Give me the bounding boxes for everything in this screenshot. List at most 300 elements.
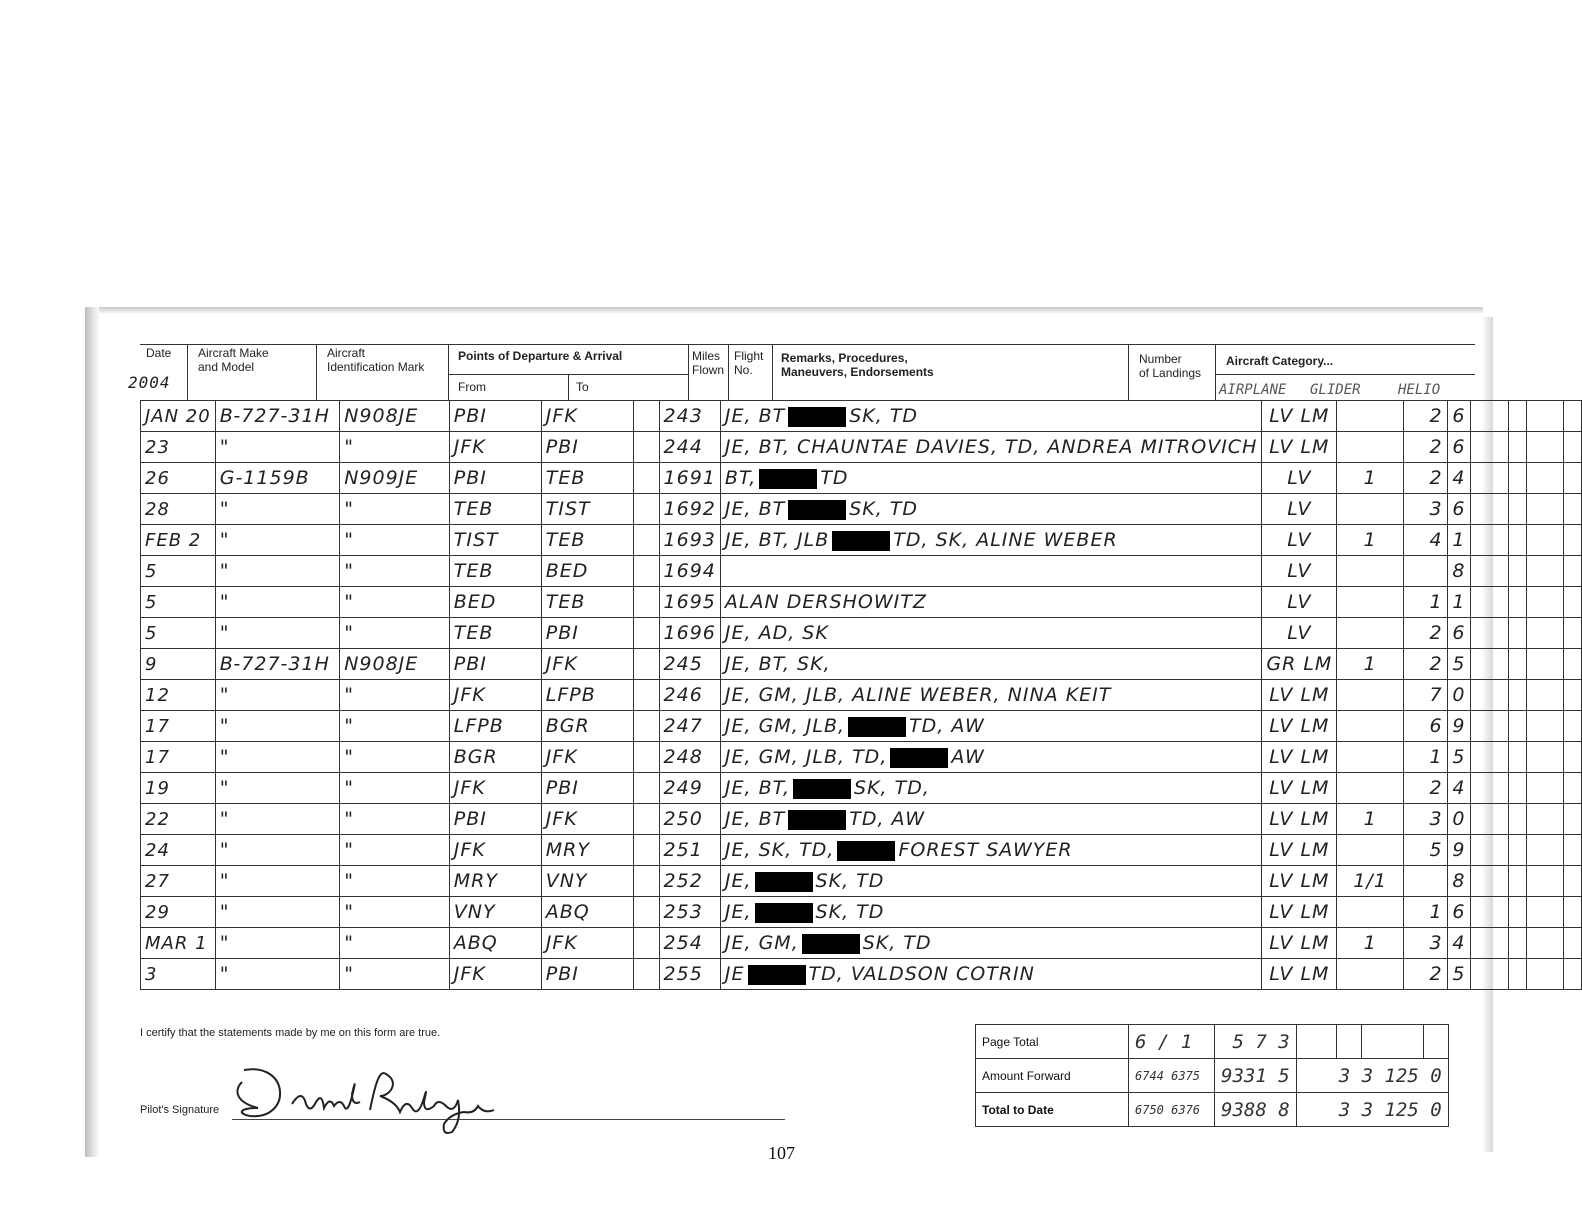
flight-cell: 1696 xyxy=(659,618,720,649)
helio-hours-cell xyxy=(1526,959,1564,990)
flight-cell: 1695 xyxy=(659,587,720,618)
glider-tenths-cell xyxy=(1508,494,1526,525)
from-cell: JFK xyxy=(449,773,541,804)
helio-tenths-cell xyxy=(1564,959,1582,990)
glider-tenths-cell xyxy=(1508,649,1526,680)
remarks-text: JE, BT, JLB xyxy=(724,529,830,551)
helio-hours-cell xyxy=(1526,525,1564,556)
total-to-date-label: Total to Date xyxy=(976,1093,1129,1127)
airplane-hours-cell: 7 xyxy=(1403,680,1447,711)
make-cell: " xyxy=(215,866,339,897)
from-cell: PBI xyxy=(449,463,541,494)
ident-cell: " xyxy=(340,618,450,649)
make-cell: " xyxy=(215,587,339,618)
remarks-text: TD, SK, ALINE WEBER xyxy=(893,529,1118,551)
remarks-text: TD xyxy=(820,467,849,489)
glider-hours-cell xyxy=(1471,618,1509,649)
glider-tenths-cell xyxy=(1508,835,1526,866)
helio-hours-cell xyxy=(1526,804,1564,835)
code-cell: LV LM xyxy=(1262,959,1337,990)
amount-forward-hours: 9331 5 xyxy=(1215,1059,1297,1093)
from-cell: PBI xyxy=(449,804,541,835)
helio-hours-cell xyxy=(1526,773,1564,804)
date-cell: MAR 1 xyxy=(141,928,216,959)
glider-tenths-cell xyxy=(1508,463,1526,494)
helio-tenths-cell xyxy=(1564,804,1582,835)
to-cell: TEB xyxy=(541,463,633,494)
date-cell: 12 xyxy=(141,680,216,711)
make-cell: B-727-31H xyxy=(215,649,339,680)
helio-hours-cell xyxy=(1526,494,1564,525)
helio-tenths-cell xyxy=(1564,432,1582,463)
header-landings: Number of Landings xyxy=(1139,352,1202,380)
remarks-cell xyxy=(720,866,1261,897)
date-cell: 3 xyxy=(141,959,216,990)
airplane-tenths-cell: 6 xyxy=(1447,494,1471,525)
redaction-box xyxy=(755,903,813,923)
helio-hours-cell xyxy=(1526,401,1564,432)
glider-hours-cell xyxy=(1471,649,1509,680)
flight-cell: 253 xyxy=(659,897,720,928)
helio-tenths-cell xyxy=(1564,866,1582,897)
helio-hours-cell xyxy=(1526,742,1564,773)
log-row xyxy=(141,401,1582,432)
glider-tenths-cell xyxy=(1508,618,1526,649)
miles-cell xyxy=(633,835,659,866)
remarks-cell xyxy=(720,556,1261,587)
miles-cell xyxy=(633,928,659,959)
miles-cell xyxy=(633,463,659,494)
total-to-date-other: 3 3 125 0 xyxy=(1296,1093,1448,1127)
to-cell: TEB xyxy=(541,587,633,618)
code-cell: LV LM xyxy=(1262,928,1337,959)
airplane-tenths-cell: 6 xyxy=(1447,618,1471,649)
date-cell: 5 xyxy=(141,556,216,587)
landings-cell xyxy=(1337,401,1404,432)
empty-cell xyxy=(1361,1025,1423,1059)
log-row xyxy=(141,928,1582,959)
code-cell: LV xyxy=(1262,494,1337,525)
total-to-date-row xyxy=(976,1093,1449,1127)
remarks-text: JE, GM, JLB, ALINE WEBER, NINA KEIT xyxy=(724,684,1112,706)
remarks-cell xyxy=(720,618,1261,649)
flight-cell: 249 xyxy=(659,773,720,804)
redaction-box xyxy=(848,717,906,737)
miles-cell xyxy=(633,742,659,773)
header-cat-glider: GLIDER xyxy=(1310,382,1361,398)
remarks-text: TD, VALDSON COTRIN xyxy=(808,963,1035,985)
remarks-cell xyxy=(720,835,1261,866)
redaction-box xyxy=(802,934,860,954)
remarks-text: JE, AD, SK xyxy=(724,622,829,644)
empty-cell xyxy=(1423,1025,1448,1059)
miles-cell xyxy=(633,432,659,463)
remarks-text: JE, GM, JLB, TD, xyxy=(724,746,888,768)
airplane-hours-cell: 4 xyxy=(1403,525,1447,556)
log-row xyxy=(141,866,1582,897)
date-cell: 29 xyxy=(141,897,216,928)
glider-hours-cell xyxy=(1471,866,1509,897)
landings-cell xyxy=(1337,897,1404,928)
header-cat-helio: HELIO xyxy=(1398,382,1441,398)
helio-tenths-cell xyxy=(1564,711,1582,742)
miles-cell xyxy=(633,587,659,618)
helio-hours-cell xyxy=(1526,897,1564,928)
header-miles: Miles Flown xyxy=(692,349,725,377)
date-cell: 9 xyxy=(141,649,216,680)
ident-cell: " xyxy=(340,835,450,866)
redaction-box xyxy=(890,748,948,768)
remarks-cell xyxy=(720,432,1261,463)
remarks-text: TD, AW xyxy=(849,808,925,830)
miles-cell xyxy=(633,959,659,990)
airplane-hours-cell: 2 xyxy=(1403,959,1447,990)
airplane-hours-cell xyxy=(1403,866,1447,897)
remarks-text: JE, GM, xyxy=(724,932,799,954)
helio-tenths-cell xyxy=(1564,680,1582,711)
flight-cell: 254 xyxy=(659,928,720,959)
miles-cell xyxy=(633,773,659,804)
code-cell: LV xyxy=(1262,525,1337,556)
make-cell: " xyxy=(215,897,339,928)
from-cell: TEB xyxy=(449,618,541,649)
signature-label: Pilot's Signature xyxy=(140,1104,220,1116)
glider-hours-cell xyxy=(1471,835,1509,866)
log-row xyxy=(141,556,1582,587)
log-row xyxy=(141,711,1582,742)
make-cell: " xyxy=(215,742,339,773)
airplane-tenths-cell: 9 xyxy=(1447,711,1471,742)
make-cell: " xyxy=(215,959,339,990)
glider-tenths-cell xyxy=(1508,928,1526,959)
log-row xyxy=(141,463,1582,494)
page-total-row xyxy=(976,1025,1449,1059)
helio-hours-cell xyxy=(1526,432,1564,463)
landings-cell xyxy=(1337,680,1404,711)
to-cell: PBI xyxy=(541,432,633,463)
ident-cell: " xyxy=(340,866,450,897)
log-row xyxy=(141,742,1582,773)
glider-tenths-cell xyxy=(1508,866,1526,897)
remarks-text: JE, BT, xyxy=(724,777,791,799)
flight-cell: 1692 xyxy=(659,494,720,525)
flight-cell: 252 xyxy=(659,866,720,897)
date-cell: 23 xyxy=(141,432,216,463)
airplane-hours-cell: 5 xyxy=(1403,835,1447,866)
make-cell: G-1159B xyxy=(215,463,339,494)
date-cell: 17 xyxy=(141,742,216,773)
glider-hours-cell xyxy=(1471,773,1509,804)
glider-hours-cell xyxy=(1471,494,1509,525)
remarks-cell xyxy=(720,587,1261,618)
from-cell: PBI xyxy=(449,649,541,680)
log-row xyxy=(141,773,1582,804)
landings-cell: 1 xyxy=(1337,928,1404,959)
header-top-rule xyxy=(140,344,1475,345)
make-cell: " xyxy=(215,618,339,649)
date-cell: 19 xyxy=(141,773,216,804)
glider-hours-cell xyxy=(1471,742,1509,773)
airplane-hours-cell: 1 xyxy=(1403,587,1447,618)
remarks-text: SK, TD xyxy=(862,932,932,954)
airplane-tenths-cell: 4 xyxy=(1447,928,1471,959)
code-cell: LV LM xyxy=(1262,773,1337,804)
remarks-text: BT, xyxy=(724,467,757,489)
code-cell: LV LM xyxy=(1262,432,1337,463)
ident-cell: " xyxy=(340,432,450,463)
ident-cell: " xyxy=(340,959,450,990)
miles-cell xyxy=(633,618,659,649)
header-points: Points of Departure & Arrival xyxy=(458,349,623,363)
header-cat-airplane: AIRPLANE xyxy=(1219,382,1287,398)
to-cell: BED xyxy=(541,556,633,587)
date-cell: FEB 2 xyxy=(141,525,216,556)
helio-hours-cell xyxy=(1526,649,1564,680)
make-cell: B-727-31H xyxy=(215,401,339,432)
log-row xyxy=(141,525,1582,556)
date-cell: 22 xyxy=(141,804,216,835)
log-row xyxy=(141,680,1582,711)
from-cell: LFPB xyxy=(449,711,541,742)
glider-tenths-cell xyxy=(1508,711,1526,742)
header-flight: Flight No. xyxy=(734,349,764,377)
helio-hours-cell xyxy=(1526,928,1564,959)
to-cell: ABQ xyxy=(541,897,633,928)
amount-forward-landings: 6744 6375 xyxy=(1129,1059,1215,1093)
certify-statement: I certify that the statements made by me on this form are true. xyxy=(140,1027,441,1039)
glider-tenths-cell xyxy=(1508,556,1526,587)
miles-cell xyxy=(633,556,659,587)
helio-hours-cell xyxy=(1526,711,1564,742)
glider-hours-cell xyxy=(1471,463,1509,494)
airplane-tenths-cell: 1 xyxy=(1447,587,1471,618)
airplane-hours-cell: 2 xyxy=(1403,773,1447,804)
helio-hours-cell xyxy=(1526,587,1564,618)
helio-tenths-cell xyxy=(1564,494,1582,525)
header-date: Date xyxy=(146,346,172,360)
to-cell: TEB xyxy=(541,525,633,556)
ident-cell: N908JE xyxy=(340,649,450,680)
helio-tenths-cell xyxy=(1564,773,1582,804)
redaction-box xyxy=(832,531,890,551)
remarks-text: JE, BT xyxy=(724,405,786,427)
from-cell: JFK xyxy=(449,680,541,711)
remarks-cell xyxy=(720,959,1261,990)
empty-cell xyxy=(1336,1025,1361,1059)
make-cell: " xyxy=(215,525,339,556)
glider-hours-cell xyxy=(1471,587,1509,618)
empty-cell xyxy=(1296,1025,1336,1059)
airplane-hours-cell xyxy=(1403,556,1447,587)
log-row xyxy=(141,587,1582,618)
redaction-box xyxy=(837,841,895,861)
airplane-hours-cell: 3 xyxy=(1403,804,1447,835)
remarks-text: JE, BT, SK, xyxy=(724,653,831,675)
redaction-box xyxy=(788,810,846,830)
total-to-date-hours: 9388 8 xyxy=(1215,1093,1297,1127)
from-cell: TEB xyxy=(449,494,541,525)
helio-tenths-cell xyxy=(1564,525,1582,556)
remarks-cell xyxy=(720,773,1261,804)
glider-hours-cell xyxy=(1471,432,1509,463)
landings-cell xyxy=(1337,835,1404,866)
glider-hours-cell xyxy=(1471,928,1509,959)
header-divider xyxy=(568,374,569,400)
remarks-cell xyxy=(720,463,1261,494)
date-cell: 26 xyxy=(141,463,216,494)
code-cell: LV xyxy=(1262,463,1337,494)
code-cell: LV LM xyxy=(1262,680,1337,711)
to-cell: MRY xyxy=(541,835,633,866)
flight-cell: 248 xyxy=(659,742,720,773)
ident-cell: " xyxy=(340,556,450,587)
helio-hours-cell xyxy=(1526,556,1564,587)
from-cell: MRY xyxy=(449,866,541,897)
remarks-text: JE, BT xyxy=(724,498,786,520)
make-cell: " xyxy=(215,494,339,525)
header-divider xyxy=(688,344,689,400)
glider-hours-cell xyxy=(1471,959,1509,990)
header-ident: Aircraft Identification Mark xyxy=(327,346,425,374)
header-divider xyxy=(448,344,449,400)
ident-cell: N908JE xyxy=(340,401,450,432)
redaction-box xyxy=(793,779,851,799)
header-make-model: Aircraft Make and Model xyxy=(198,346,269,374)
flight-cell: 1691 xyxy=(659,463,720,494)
remarks-text: SK, TD, xyxy=(854,777,930,799)
landings-cell: 1 xyxy=(1337,525,1404,556)
date-cell: 24 xyxy=(141,835,216,866)
ident-cell: N909JE xyxy=(340,463,450,494)
helio-tenths-cell xyxy=(1564,835,1582,866)
landings-cell: 1 xyxy=(1337,649,1404,680)
flight-cell: 247 xyxy=(659,711,720,742)
landings-cell: 1 xyxy=(1337,804,1404,835)
to-cell: JFK xyxy=(541,742,633,773)
code-cell: LV xyxy=(1262,587,1337,618)
from-cell: BGR xyxy=(449,742,541,773)
airplane-tenths-cell: 6 xyxy=(1447,897,1471,928)
miles-cell xyxy=(633,897,659,928)
flight-cell: 1693 xyxy=(659,525,720,556)
glider-hours-cell xyxy=(1471,556,1509,587)
header-category: Aircraft Category... xyxy=(1226,354,1334,368)
landings-cell xyxy=(1337,556,1404,587)
glider-tenths-cell xyxy=(1508,773,1526,804)
flight-cell: 246 xyxy=(659,680,720,711)
miles-cell xyxy=(633,525,659,556)
ident-cell: " xyxy=(340,928,450,959)
airplane-tenths-cell: 5 xyxy=(1447,959,1471,990)
scan-edge-top xyxy=(85,307,1483,313)
header-remarks: Remarks, Procedures, Maneuvers, Endorsements xyxy=(781,351,934,379)
helio-hours-cell xyxy=(1526,680,1564,711)
log-row xyxy=(141,897,1582,928)
miles-cell xyxy=(633,680,659,711)
glider-tenths-cell xyxy=(1508,959,1526,990)
from-cell: JFK xyxy=(449,835,541,866)
code-cell: LV LM xyxy=(1262,401,1337,432)
remarks-text: SK, TD xyxy=(849,405,919,427)
airplane-tenths-cell: 8 xyxy=(1447,556,1471,587)
log-row xyxy=(141,432,1582,463)
airplane-hours-cell: 3 xyxy=(1403,494,1447,525)
glider-tenths-cell xyxy=(1508,897,1526,928)
airplane-hours-cell: 2 xyxy=(1403,463,1447,494)
remarks-text: JE, GM, JLB, xyxy=(724,715,846,737)
helio-tenths-cell xyxy=(1564,587,1582,618)
helio-tenths-cell xyxy=(1564,897,1582,928)
airplane-hours-cell: 2 xyxy=(1403,618,1447,649)
page-number: 107 xyxy=(768,1143,795,1163)
from-cell: TEB xyxy=(449,556,541,587)
airplane-tenths-cell: 5 xyxy=(1447,649,1471,680)
glider-tenths-cell xyxy=(1508,804,1526,835)
code-cell: LV LM xyxy=(1262,742,1337,773)
pilot-signature xyxy=(230,1060,530,1140)
remarks-cell xyxy=(720,649,1261,680)
glider-tenths-cell xyxy=(1508,401,1526,432)
airplane-tenths-cell: 5 xyxy=(1447,742,1471,773)
amount-forward-label: Amount Forward xyxy=(976,1059,1129,1093)
flight-cell: 243 xyxy=(659,401,720,432)
remarks-cell xyxy=(720,494,1261,525)
code-cell: LV xyxy=(1262,556,1337,587)
airplane-tenths-cell: 4 xyxy=(1447,463,1471,494)
miles-cell xyxy=(633,711,659,742)
to-cell: PBI xyxy=(541,959,633,990)
remarks-text: JE, SK, TD, xyxy=(724,839,835,861)
helio-hours-cell xyxy=(1526,463,1564,494)
totals-table xyxy=(975,1024,1449,1127)
remarks-text: JE xyxy=(724,963,745,985)
log-row xyxy=(141,959,1582,990)
from-cell: JFK xyxy=(449,959,541,990)
remarks-cell xyxy=(720,680,1261,711)
landings-cell xyxy=(1337,773,1404,804)
ident-cell: " xyxy=(340,773,450,804)
code-cell: LV LM xyxy=(1262,866,1337,897)
glider-tenths-cell xyxy=(1508,680,1526,711)
landings-cell xyxy=(1337,494,1404,525)
airplane-tenths-cell: 8 xyxy=(1447,866,1471,897)
glider-hours-cell xyxy=(1471,401,1509,432)
remarks-text: SK, TD xyxy=(849,498,919,520)
remarks-text: JE, BT, CHAUNTAE DAVIES, TD, ANDREA MITROVICH xyxy=(724,436,1258,458)
landings-cell xyxy=(1337,432,1404,463)
flight-log-table xyxy=(140,400,1582,990)
total-to-date-landings: 6750 6376 xyxy=(1129,1093,1215,1127)
helio-tenths-cell xyxy=(1564,401,1582,432)
log-row xyxy=(141,804,1582,835)
ident-cell: " xyxy=(340,897,450,928)
header-divider xyxy=(728,344,729,400)
date-cell: 5 xyxy=(141,618,216,649)
to-cell: LFPB xyxy=(541,680,633,711)
make-cell: " xyxy=(215,711,339,742)
amount-forward-row xyxy=(976,1059,1449,1093)
header-year: 2004 xyxy=(128,373,171,392)
helio-hours-cell xyxy=(1526,835,1564,866)
ident-cell: " xyxy=(340,587,450,618)
remarks-cell xyxy=(720,804,1261,835)
airplane-tenths-cell: 0 xyxy=(1447,804,1471,835)
log-row xyxy=(141,835,1582,866)
landings-cell: 1/1 xyxy=(1337,866,1404,897)
code-cell: LV LM xyxy=(1262,897,1337,928)
remarks-text: SK, TD xyxy=(815,870,885,892)
from-cell: PBI xyxy=(449,401,541,432)
